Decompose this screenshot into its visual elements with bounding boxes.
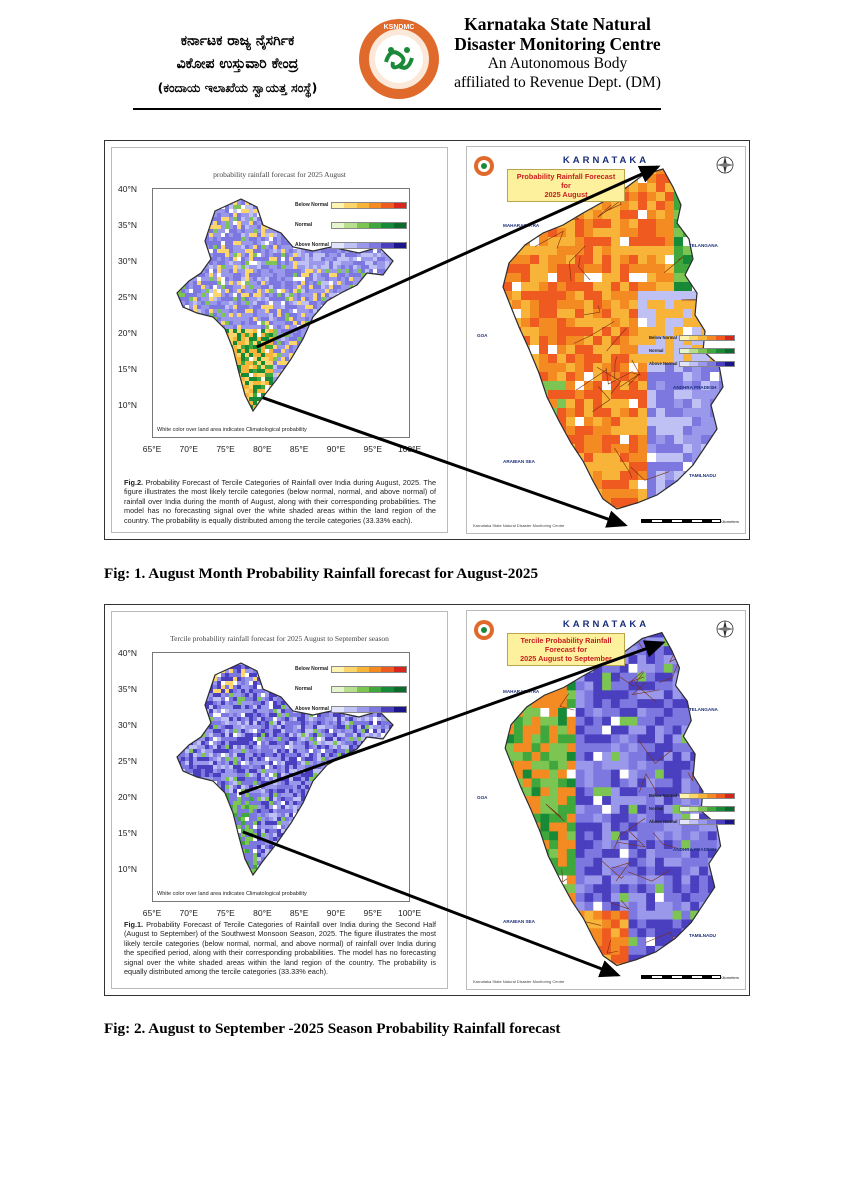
legend-swatch (689, 336, 698, 340)
india-forecast-map (111, 611, 448, 989)
india-map-plot (152, 188, 410, 438)
legend-swatch (394, 203, 406, 208)
legend-swatch (344, 223, 356, 228)
legend-below-bar (331, 202, 407, 209)
english-line-2: Disaster Monitoring Centre (454, 34, 661, 54)
figure-1-caption: Fig: 1. August Month Probability Rainfall forecast for August-2025 (104, 565, 539, 582)
legend-swatch (698, 349, 707, 353)
legend-swatch (698, 336, 707, 340)
lon-tick-label: 70°E (179, 908, 199, 918)
region-label-andhra: ANDHRA PRADESH (673, 847, 717, 852)
karnataka-title: KARNATAKA (562, 155, 650, 166)
kannada-line-2: ವಿಕೋಪ ಉಸ್ತುವಾರಿ ಕೇಂದ್ರ (176, 56, 299, 72)
ka-legend-above-bar (679, 361, 735, 367)
lon-tick-label: 100°E (397, 444, 422, 454)
legend-below-label: Below Normal (295, 666, 329, 672)
lon-tick-label: 100°E (397, 908, 422, 918)
lat-tick-label: 25°N (118, 756, 137, 766)
ka-box-line-2: 2025 August to September (520, 654, 612, 663)
legend-swatch (707, 336, 716, 340)
lon-tick-label: 75°E (216, 444, 235, 454)
english-line-1: Karnataka State Natural (464, 14, 651, 34)
region-label-andhra: ANDHRA PRADESH (673, 385, 717, 390)
kannada-line-1: ಕರ್ನಾಟಕ ರಾಜ್ಯ ನೈಸರ್ಗಿಕ (180, 33, 295, 49)
ka-legend-below-label: Below Normal (649, 793, 677, 798)
legend-swatch (716, 336, 725, 340)
legend-above-label: Above Normal (295, 242, 329, 248)
lon-tick-label: 65°E (142, 444, 162, 454)
legend-swatch (725, 794, 734, 798)
legend-swatch (689, 349, 698, 353)
legend-swatch (381, 223, 393, 228)
legend-swatch (394, 243, 406, 248)
lat-tick-label: 40°N (118, 184, 137, 194)
legend-swatch (725, 349, 734, 353)
india-caption-label: Fig.2. (124, 478, 144, 487)
scale-unit: Kilometers (720, 519, 739, 524)
karnataka-map-footer: Karnataka State Natural Disaster Monitoring Centre (473, 523, 565, 528)
india-legend (295, 195, 407, 255)
english-line-4: affiliated to Revenue Dept. (DM) (454, 74, 661, 91)
legend-swatch (369, 243, 381, 248)
legend-swatch (332, 687, 344, 692)
legend-swatch (357, 667, 369, 672)
legend-above-label: Above Normal (295, 706, 329, 712)
region-label-tamilnadu: TAMILNADU (689, 933, 716, 938)
lat-tick-label: 10°N (118, 400, 137, 410)
legend-normal-bar (331, 222, 407, 229)
legend-swatch (698, 362, 707, 366)
ka-legend-normal-label: Normal (649, 806, 664, 811)
lat-tick-label: 35°N (118, 220, 137, 230)
india-map-plot (152, 652, 410, 902)
region-label-maharashtra: MAHARASHTRA (503, 689, 540, 694)
logo-text: KSNDMC (383, 24, 415, 31)
ka-legend-normal-label: Normal (649, 348, 664, 353)
region-label-telangana: TELANGANA (689, 707, 718, 712)
legend-swatch (716, 349, 725, 353)
legend-swatch (689, 362, 698, 366)
legend-swatch (680, 349, 689, 353)
legend-swatch (725, 820, 734, 824)
legend-swatch (725, 336, 734, 340)
ka-legend-above-label: Above Normal (649, 819, 678, 824)
north-arrow-icon (715, 619, 735, 639)
region-label-goa: GOA (477, 333, 488, 338)
legend-swatch (698, 820, 707, 824)
region-label-telangana: TELANGANA (689, 243, 718, 248)
ka-box-line-1: Tercile Probability Rainfall Forecast for (520, 636, 612, 654)
legend-swatch (369, 667, 381, 672)
ka-legend-normal-bar (679, 806, 735, 812)
legend-swatch (344, 243, 356, 248)
lon-tick-label: 95°E (363, 444, 383, 454)
legend-swatch (332, 243, 344, 248)
english-org-name (445, 14, 670, 92)
legend-swatch (332, 707, 344, 712)
karnataka-forecast-title-box (507, 633, 625, 666)
legend-above-bar (331, 706, 407, 713)
legend-swatch (698, 794, 707, 798)
ka-legend-below-label: Below Normal (649, 335, 677, 340)
lat-tick-label: 10°N (118, 864, 137, 874)
legend-swatch (344, 687, 356, 692)
karnataka-forecast-title-box (507, 169, 625, 202)
lon-tick-label: 85°E (289, 444, 309, 454)
legend-swatch (357, 203, 369, 208)
legend-swatch (394, 667, 406, 672)
legend-swatch (357, 223, 369, 228)
figure-2-panel (104, 604, 750, 996)
lon-tick-label: 70°E (179, 444, 199, 454)
legend-swatch (381, 687, 393, 692)
karnataka-legend (649, 789, 735, 828)
ka-legend-above-label: Above Normal (649, 361, 678, 366)
legend-swatch (680, 820, 689, 824)
legend-swatch (725, 807, 734, 811)
india-map-caption (124, 920, 436, 976)
ka-box-line-1: Probability Rainfall Forecast for (516, 172, 616, 190)
karnataka-map-footer: Karnataka State Natural Disaster Monitoring Centre (473, 979, 565, 984)
lon-tick-label: 90°E (326, 908, 346, 918)
ka-legend-above-bar (679, 819, 735, 825)
legend-swatch (689, 820, 698, 824)
karnataka-title: KARNATAKA (562, 619, 650, 630)
legend-swatch (332, 223, 344, 228)
legend-swatch (394, 687, 406, 692)
legend-swatch (680, 807, 689, 811)
legend-swatch (357, 243, 369, 248)
legend-swatch (344, 707, 356, 712)
legend-swatch (716, 820, 725, 824)
india-caption-text: Probability Forecast of Tercile Categories of Rainfall over India during the Second Half (August to September) of the Southwest Monsoon Season, 2025. The figure illustrates the most likely tercile categories (below normal, normal, and above normal) of rainfall over India during the specified period, along with their corresponding probabilities. The model has no forecasting signal over the white shaded areas within the land region of the country. The probability is equally distributed among the tercile categories (33.33% each). (124, 920, 436, 977)
legend-swatch (381, 707, 393, 712)
legend-swatch (381, 667, 393, 672)
legend-swatch (369, 687, 381, 692)
legend-swatch (707, 362, 716, 366)
legend-swatch (689, 807, 698, 811)
kannada-org-name (110, 30, 365, 99)
legend-swatch (725, 362, 734, 366)
legend-swatch (707, 820, 716, 824)
lat-tick-label: 20°N (118, 792, 137, 802)
ka-legend-normal-bar (679, 348, 735, 354)
legend-swatch (716, 362, 725, 366)
legend-normal-label: Normal (295, 686, 313, 692)
lat-tick-label: 25°N (118, 292, 137, 302)
lon-tick-label: 75°E (216, 908, 235, 918)
scale-bar (641, 975, 721, 979)
legend-swatch (707, 349, 716, 353)
legend-swatch (357, 707, 369, 712)
region-label-arabian-sea: ARABIAN SEA (503, 919, 535, 924)
karnataka-forecast-map (466, 146, 746, 534)
legend-swatch (394, 223, 406, 228)
legend-swatch (381, 203, 393, 208)
legend-swatch (369, 223, 381, 228)
legend-swatch (716, 794, 725, 798)
lat-tick-label: 15°N (118, 828, 137, 838)
legend-swatch (344, 203, 356, 208)
kannada-line-3: (ಕಂದಾಯ ಇಲಾಖೆಯ ಸ್ವಾಯತ್ತ ಸಂಸ್ಥೆ) (157, 80, 318, 95)
legend-swatch (381, 243, 393, 248)
lon-tick-label: 80°E (253, 908, 272, 918)
lat-tick-label: 30°N (118, 256, 137, 266)
white-area-note: White color over land area indicates Climatological probability (157, 891, 307, 897)
legend-swatch (357, 687, 369, 692)
header-rule (133, 108, 661, 110)
figure-1-panel (104, 140, 750, 540)
north-arrow-icon (715, 155, 735, 175)
india-map-caption (124, 478, 436, 525)
legend-swatch (716, 807, 725, 811)
india-plot-title: probability rainfall forecast for 2025 August (213, 170, 346, 179)
legend-swatch (344, 667, 356, 672)
lon-tick-label: 95°E (363, 908, 383, 918)
legend-swatch (680, 794, 689, 798)
karnataka-forecast-map (466, 610, 746, 990)
legend-swatch (689, 794, 698, 798)
region-label-arabian-sea: ARABIAN SEA (503, 459, 535, 464)
lon-tick-label: 85°E (289, 908, 309, 918)
lat-tick-label: 15°N (118, 364, 137, 374)
legend-swatch (369, 707, 381, 712)
karnataka-legend (649, 331, 735, 370)
india-plot-title: Tercile probability rainfall forecast for 2025 August to September season (170, 634, 389, 643)
india-forecast-map (111, 147, 448, 533)
legend-normal-bar (331, 686, 407, 693)
india-legend (295, 659, 407, 719)
ksndmc-logo (358, 18, 440, 100)
lon-tick-label: 90°E (326, 444, 346, 454)
legend-below-label: Below Normal (295, 202, 329, 208)
lon-tick-label: 65°E (142, 908, 162, 918)
legend-below-bar (331, 666, 407, 673)
region-label-tamilnadu: TAMILNADU (689, 473, 716, 478)
legend-swatch (394, 707, 406, 712)
lat-tick-label: 30°N (118, 720, 137, 730)
white-area-note: White color over land area indicates Climatological probability (157, 427, 307, 433)
india-caption-label: Fig.1. (124, 920, 144, 929)
region-label-goa: GOA (477, 795, 488, 800)
scale-bar (641, 519, 721, 523)
legend-above-bar (331, 242, 407, 249)
legend-swatch (369, 203, 381, 208)
legend-swatch (332, 667, 344, 672)
ka-legend-below-bar (679, 793, 735, 799)
lon-tick-label: 80°E (253, 444, 272, 454)
figure-2-caption: Fig: 2. August to September -2025 Season Probability Rainfall forecast (104, 1020, 561, 1037)
lat-tick-label: 40°N (118, 648, 137, 658)
letterhead (0, 0, 849, 115)
legend-swatch (707, 794, 716, 798)
lat-tick-label: 20°N (118, 328, 137, 338)
english-line-3: An Autonomous Body (487, 55, 628, 72)
legend-normal-label: Normal (295, 222, 313, 228)
lat-tick-label: 35°N (118, 684, 137, 694)
legend-swatch (680, 362, 689, 366)
region-label-maharashtra: MAHARASHTRA (503, 223, 540, 228)
ka-legend-below-bar (679, 335, 735, 341)
scale-unit: Kilometers (720, 975, 739, 980)
legend-swatch (680, 336, 689, 340)
legend-swatch (698, 807, 707, 811)
legend-swatch (707, 807, 716, 811)
india-caption-text: Probability Forecast of Tercile Categories of Rainfall over India during August, 2025. The figure illustrates the most likely tercile categories (below normal, normal, and above normal) of rainfall over India during the month of August, along with their corresponding probabilities. The model has no forecasting signal over the white shaded areas within the land region of the country. The probability is equally distributed among the tercile categories (33.33% each). (124, 478, 437, 525)
ka-box-line-2: 2025 August (544, 190, 588, 199)
legend-swatch (332, 203, 344, 208)
